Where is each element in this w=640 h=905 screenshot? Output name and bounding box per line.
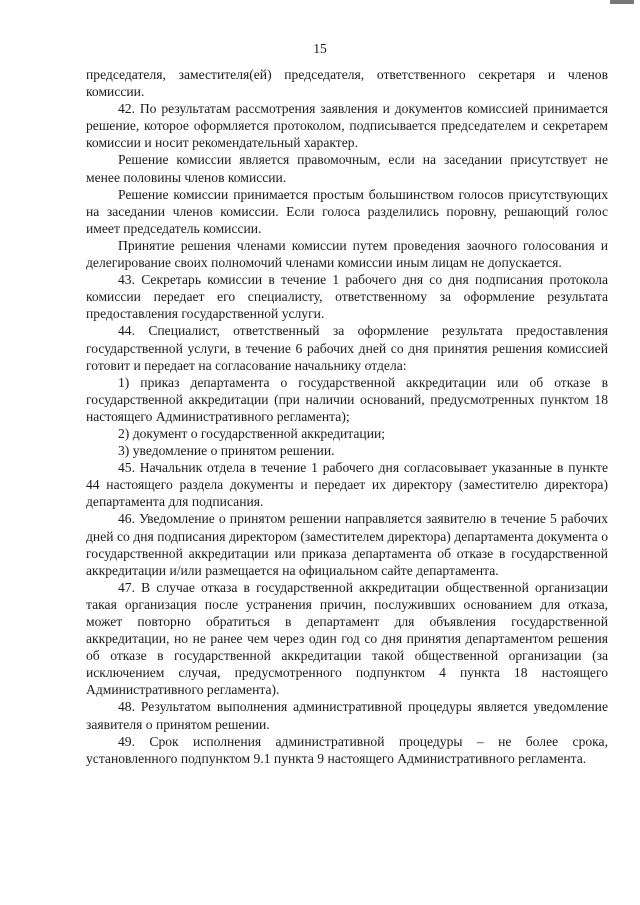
paragraph-continuation: председателя, заместителя(ей) председателя, ответственного секретаря и членов комиссии.: [86, 67, 608, 100]
list-item-1: 1) приказ департамента о государственной аккредитации или об отказе в государственной аккредитации (при наличии оснований, предусмотренных пунктом 18 настоящего Административного регламента);: [86, 374, 608, 424]
paragraph-quorum: Решение комиссии является правомочным, если на заседании присутствует не менее половины членов комиссии.: [86, 152, 608, 185]
paragraph-44: 44. Специалист, ответственный за оформление результата предоставления государственной услуги, в течение 6 рабочих дней со дня принятия решения комиссией готовит и передает на согласование начальнику отдела:: [86, 323, 608, 373]
list-item-3: 3) уведомление о принятом решении.: [118, 443, 335, 459]
document-body: [86, 66, 608, 767]
paragraph-42: 42. По результатам рассмотрения заявления и документов комиссией принимается решение, которое оформляется протоколом, подписывается председателем и секретарем комиссии и носит рекомендательный характер.: [86, 101, 608, 151]
paragraph-47: 47. В случае отказа в государственной аккредитации общественной организации такая организация после устранения причин, послуживших основанием для отказа, может повторно обратиться в департамент для объявления государственной аккредитации, но не ранее чем через один год со дня принятия департаментом решения об отказе в государственной аккредитации такой общественной организации (за исключением случая, предусмотренного подпунктом 4 пункта 18 настоящего Административного регламента).: [86, 579, 608, 698]
paragraph-45: 45. Начальник отдела в течение 1 рабочего дня согласовывает указанные в пункте 44 настоящего раздела документы и передает их директору (заместителю директора) департамента для подписания.: [86, 460, 608, 510]
paragraph-no-delegation: Принятие решения членами комиссии путем проведения заочного голосования и делегирование своих полномочий членами комиссии иным лицам не допускается.: [86, 237, 608, 271]
paragraph-majority-vote: Решение комиссии принимается простым большинством голосов присутствующих на заседании членов комиссии. Если голоса разделились поровну, решающий голос имеет председатель комиссии.: [86, 186, 608, 236]
page-number: 15: [313, 41, 327, 56]
scan-mark: [610, 0, 634, 4]
list-item-2: 2) документ о государственной аккредитации;: [118, 425, 386, 441]
paragraph-49: 49. Срок исполнения административной процедуры – не более срока, установленного подпунктом 9.1 пункта 9 настоящего Административного регламента.: [86, 733, 608, 766]
paragraph-46: 46. Уведомление о принятом решении направляется заявителю в течение 5 рабочих дней со дня подписания директором (заместителем директора) департамента документа о государственной аккредитации или приказа департамента об отказе в государственной аккредитации и/или размещается на официальном сайте департамента.: [86, 511, 608, 578]
paragraph-48: 48. Результатом выполнения административной процедуры является уведомление заявителя о принятом решении.: [86, 699, 608, 732]
paragraph-43: 43. Секретарь комиссии в течение 1 рабочего дня со дня подписания протокола комиссии передает его специалисту, ответственному за оформление результата предоставления государственной услуги.: [86, 272, 608, 322]
